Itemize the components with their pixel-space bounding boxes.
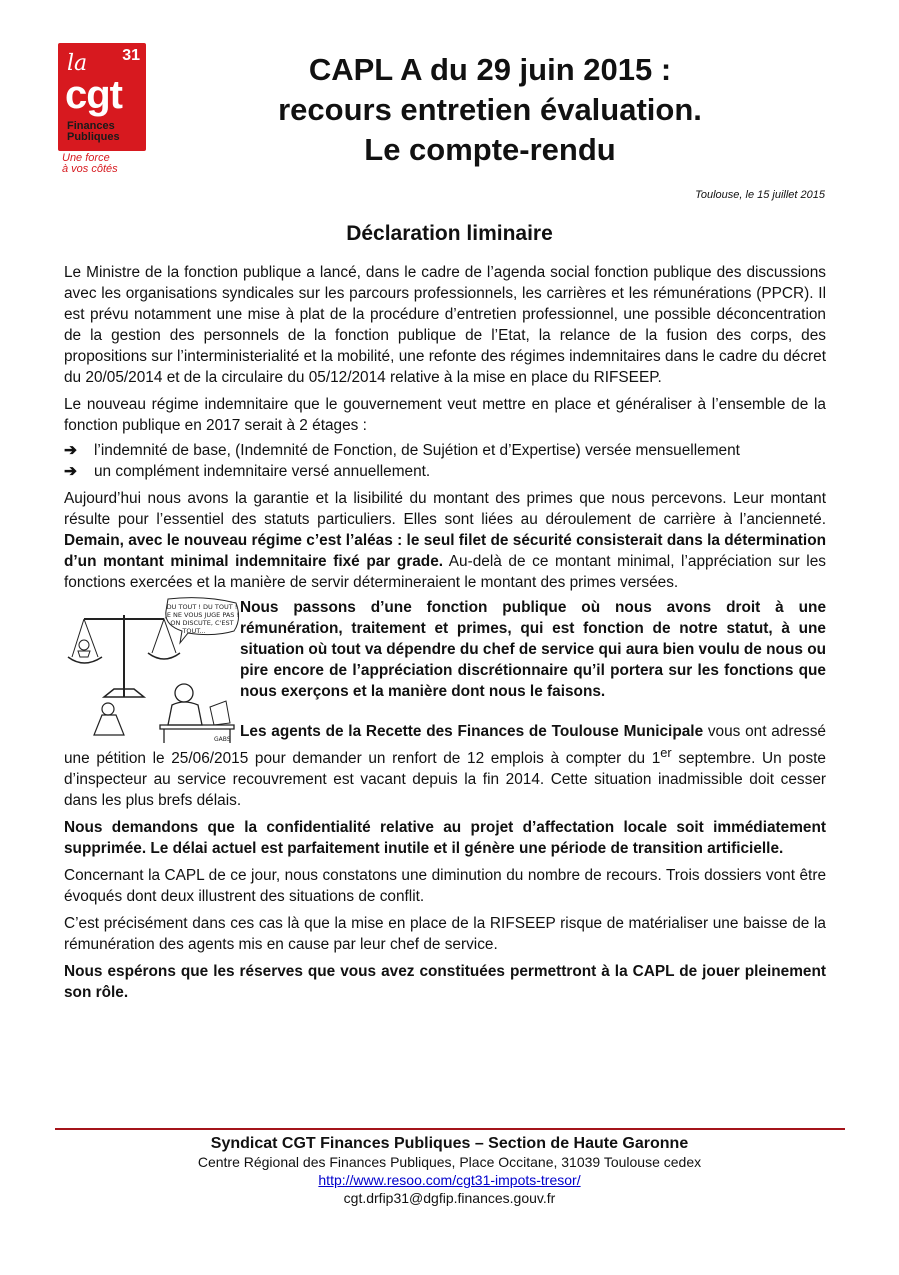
bubble-line-2: JE NE VOUS JUGE PAS ! (164, 611, 240, 619)
logo-slogan-line1: Une force (62, 152, 110, 164)
paragraph-3-end: Au-delà de ce montant minimal, l’appréciation sur les fonctions exercées et la manière de servir détermineraient le montant des primes versées. (64, 553, 826, 591)
paragraph-1: Le Ministre de la fonction publique a lancé, dans le cadre de l’agenda social fonction publique des discussions avec les organisations syndicales sur les parcours professionnels, les carrières et les rémunérations (PPCR). Il est prévu notamment une mise à plat de la procédure d’entretien professionnel, une possible déconcentration de la gestion des personnels de la fonction publique de l’Etat, la relance de la fusion des corps, des propositions sur l’interministerialité et la mobilité, une refonte des régimes indemnitaires dans le cadre du décret du 20/05/2014 et de la circulaire du 05/12/2014 relative à la mise en place du RIFSEEP. (64, 264, 826, 386)
footer (0, 1135, 899, 1207)
logo-slogan-line2: à vos côtés (62, 163, 118, 175)
bubble-line-1: DU TOUT ! DU TOUT ! (166, 603, 238, 611)
bullet-item-1 (64, 440, 826, 461)
title-line-1: CAPL A du 29 juin 2015 : (308, 52, 672, 87)
paragraph-8: C’est précisément dans ces cas là que la mise en place de la RIFSEEP risque de matérialiser une baisse de la rémunération des agents mis en cause par leur chef de service. (64, 915, 826, 954)
dateline: Toulouse, le 15 juillet 2015 (695, 189, 825, 201)
logo-finances-publiques (67, 121, 120, 143)
paragraph-6 (64, 817, 826, 859)
footer-organization: Syndicat CGT Finances Publiques – Section de Haute Garonne (210, 1135, 689, 1152)
cgt-logo (58, 43, 146, 175)
logo-publiques: Publiques (67, 131, 120, 143)
arrow-icon: ➔ (64, 463, 77, 480)
bubble-line-4: TOUT... (182, 627, 206, 635)
footer-divider (55, 1128, 845, 1130)
logo-la: la (67, 51, 88, 76)
footer-address: Centre Régional des Finances Publiques, Place Occitane, 31039 Toulouse cedex (197, 1154, 702, 1170)
paragraph-3-bold: Demain, avec le nouveau régime c’est l’aléas : le seul filet de sécurité consisterait dans la détermination d’un montant minimal indemnitaire fixé par grade. (64, 532, 826, 570)
paragraph-2: Le nouveau régime indemnitaire que le gouvernement veut mettre en place et généraliser à l’ensemble de la fonction publique en 2017 serait à 2 étages : (64, 396, 826, 434)
logo-cgt: cgt (65, 73, 122, 117)
bubble-line-3: ON DISCUTE, C'EST (170, 619, 234, 627)
section-title: Déclaration liminaire (346, 222, 553, 245)
paragraph-5-sup: er (660, 745, 672, 760)
paragraph-9 (64, 961, 826, 1003)
paragraph-3 (64, 488, 826, 593)
title-line-3: Le compte-rendu (364, 132, 616, 167)
arrow-icon: ➔ (64, 442, 77, 459)
bullet-text-1: l’indemnité de base, (Indemnité de Fonction, de Sujétion et d’Expertise) versée mensuellement (94, 442, 740, 459)
page-title (180, 50, 800, 170)
logo-slogan (62, 153, 118, 175)
paragraph-4: Nous passons d’une fonction publique où nous avons droit à une rémunération, traitement et primes, qui est fonction de notre statut, à une situation où tout va dépendre du chef de service qui aura bien voulu de nous ou pire encore de l’appréciation discrétionnaire qu’il portera sur les fonctions que nous exerçons et la manière dont nous le faisons. (240, 599, 826, 700)
bullet-item-2 (64, 461, 826, 482)
logo-finances: Finances (67, 120, 115, 132)
document-body (64, 262, 826, 1009)
paragraph-5-text2: septembre. Un poste d’inspecteur au service recouvrement est vacant depuis la fin 2014. Cette situation inadmissible doit cesser dans les plus brefs délais. (64, 750, 826, 810)
footer-url-link[interactable]: http://www.resoo.com/cgt31-impots-tresor/ (318, 1172, 581, 1188)
logo-red-block (58, 43, 146, 151)
paragraph-5-text: vous ont adressé une pétition le 25/06/2015 pour demander un renfort de 12 emplois à compter du 1 (64, 723, 826, 768)
bullet-text-2: un complément indemnitaire versé annuellement. (94, 463, 431, 480)
cartoon-illustration (64, 597, 240, 745)
title-line-2: recours entretien évaluation. (278, 92, 702, 127)
cartoon-signature: GABS (214, 736, 231, 743)
paragraph-3-start: Aujourd’hui nous avons la garantie et la lisibilité du montant des primes que nous percevons. Leur montant résulte pour l’essentiel des statuts particuliers. Elles sont liées au déroulement de carrière à l’ancienneté. (64, 490, 826, 528)
paragraph-5-bold: Les agents de la Recette des Finances de Toulouse Municipale (240, 723, 704, 740)
paragraph-7: Concernant la CAPL de ce jour, nous constatons une diminution du nombre de recours. Trois dossiers vont être évoqués dont deux illustrent des situations de conflit. (64, 867, 826, 906)
paragraph-9-bold: Nous espérons que les réserves que vous avez constituées permettront à la CAPL de jouer pleinement son rôle. (64, 963, 826, 1002)
logo-number: 31 (122, 47, 140, 64)
footer-email[interactable]: cgt.drfip31@dgfip.finances.gouv.fr (343, 1190, 556, 1206)
paragraph-6-bold: Nous demandons que la confidentialité relative au projet d’affectation locale soit immédiatement supprimée. Le délai actuel est parfaitement inutile et il génère une période de transition artificielle. (64, 819, 826, 858)
